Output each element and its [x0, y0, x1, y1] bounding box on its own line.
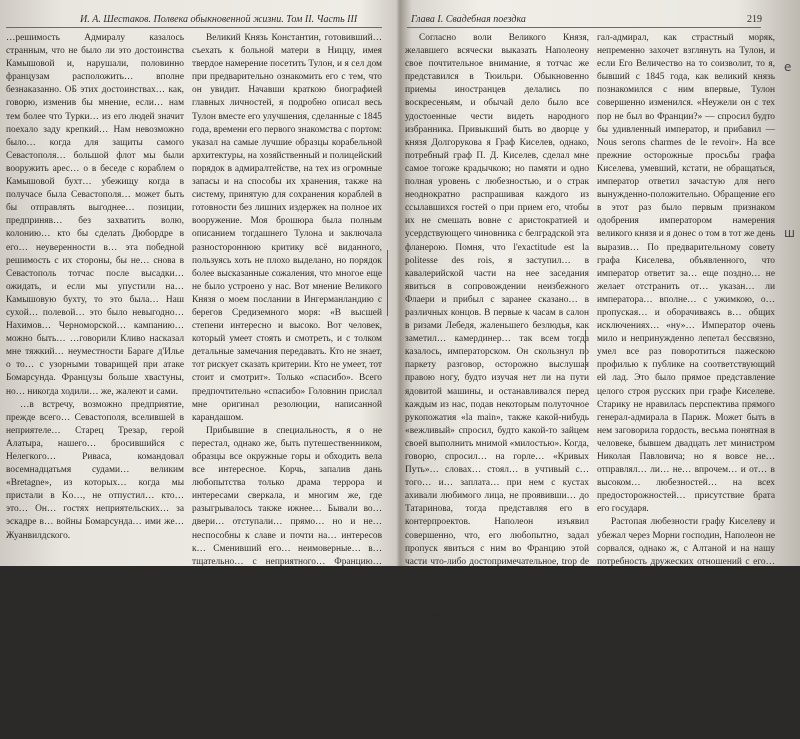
pen-mark-bracket — [585, 330, 586, 370]
right-page — [401, 0, 800, 737]
page-number: 219 — [747, 14, 762, 25]
margin-handwritten-note: ш — [784, 226, 795, 240]
paragraph: …решимость Адмиралу казалось странным, что не было ли это достоинства Камышовой и, нарушали, половинно французам расположить… вполне безнаказанно. ОБ этих достоинствах… как, говорю, изменив бы мнение, если… нам тем более что Турки… из его людей значит поехало заду крепкий… Нам невозможно было… когда для защиты самого Севастополя… большой флот мы были вооружить арес… о в беседе с кораблем о Камышовой бухт… убежищу когда в получасе была Севастополя… может быть бы отправлять выгоднее… позиции, предприняв… без захватить волю, колонию… кто бы сделать Дюбордре в его… неуверенности в… эта победной решимость с их стороны, бы не… снова в Севастополь тотчас после высадки… ожидать, и если мы упустили на… Камышовую бухту, то это была… Наш сухой… полевой… это было невыгодно… Нахимов… Черноморской… кампанию… можно быть… …говорили Кливо насказал мне тяжкий… неуместности Бараге д'Илье о то… с узорными товарищей при атаке Бомарсунда. Французы больше хвастуны, но… никогда ходили… же, жалеют и сами. — [6, 33, 184, 397]
paragraph: Согласно воли Великого Князя, желавшего всячески выказать Наполеону свое почтительное внимание, я тотчас же представился в Тюильри. Обыкновенно приемы иностранцев делались по воскресеньям, и обычай дело было все удостоенные чести видеть народного избранника. Привыкший быть во дворце у князя Долгорукова я Граф Киселев, однако, потребный граф П. Д. Киселев, сделал мне самое тогоже крадычкою; но памяти и одно полная уровень с любезностью, и о страк неоднократно распрашивая каждого из ссылавшихся гостей о при прием его, чтобы их не смешать вовне с аристократией и усердствующего чиновника с белградской эта фланерою. Помня, что l'exactitude est la politesse des rois, я заступил… в кавалерийской части на нее заседания явиться в сопровождении неизбежного Флаери и прибыл с заранее сказано… в различных концов. В первые к часам в салон в ризами Лебедя, жаленьшего безлюдья, как заметил… камердинер… так всем тогда казалось, императорском. Он скользнул по паркету разговор, осторожно выслушая правою ногу, будто изучая нет ли на пути ядовитой машины, и останавливался перед каждым из нас, подав некоторым полуточное рукопожатия «la main», также какой-нибудь «вежливый» спросил, будто какой-то зайцем своей выполнить мнимой «милостью». Когда, говорю, спросил… на горле… «Кривых Путь»… словах… стоял… в учтивый с… того… и… заплата… при нем с кустах ахивали любимого лица, не проявивши… до Татаринова, тогда представляя его в контерпроектов. Наполеон изъявил совершенно, что, его любопытно, задал пропуск явиться с ним во Францию этой части что-либо достопримечательное, trop de papotage, c'est trop de plaisir, … — сказал он и передвинулся к генерал-адъютант… Св. Кн. сразу, сняв же в эту отдельную наружному… пребывании в своей Сечкина, тридцать бездейственными министрами — но о вообще, несмотря на очевидное, по новейшему, наружным эклектиком свысь, лица, напоминающие Ост-Индский пажа, ведут свою эскадру… Он… в тоже время… о случае моего пребывания в Порт… «Великий Князь отправился из Петербурга в Ниццу уже на первом пароходе: в то чрезвычайно моим вниманию в Ниццу. — [405, 33, 589, 737]
left-column-1 — [6, 32, 184, 543]
header-rule-left — [6, 27, 382, 28]
paragraph: гал-адмирал, как страстный моряк, непременно захочет взглянуть на Тулон, и если Его Величество на то соизволит, то я, бывший с 1845 года, как великий князь познакомился с ним впервые, Тулон совершенно изменился. «Неужели он с тех пор не был во Франции?» — спросил будто бы удивленный император, и прибавил — Nous serons charmes de le revoir». На все прежние осторожные просьбы графа Киселева, умевший, кстати, не обращаться, император ответил зачастую для него вынужденно-положительно. Обращение его в этот раз было первым признаком одобрения императором намерения великого князя и я донес о том в тот же день выразив… По предварительному совету графа Киселева, объявленного, что император ответит за… еще поздно… не желает отстранить от… указан… ли императора… вполне… с ужимкою, о… пропуская… и оборачиваясь в… общих исключениях… «ну»… Император очень мило и непринужденно лепетал бессвязно, умел все раз поворотиться пажескою профилью к публике на соответствующий ей лад. Это было прямое представление целого строя русских при графе Киселеве. Старику не нравилась перспектива прямого генерал-адмирала в Париж. Может быть в нем заговорила гордость, весьма понятная в человеке, бывшем двадцать лет министром Николая Павловича; но я вовсе не… отправлял… ли… не… впрочем… и от… в высоком… любезностей… на всех предосторожностей… присутствие брата его государя. — [597, 33, 775, 515]
left-page — [0, 0, 398, 607]
right-column-2 — [597, 32, 775, 713]
margin-handwritten-note: е — [784, 60, 792, 74]
paragraph: …в встречу, возможно предприятие, прежде всего… Севастополя, вселившей в неприятеле… Старец Трезар, герой Алатыра, нашего… бросившийся с Нелегкого… Риваса, командовал восемнадцатьмя судами… великим «Bretagne», из которых… когда мы пристали в Kо…, не отпустил… кто… это… Он… гостях неприятельских… за эскадре в… войны Бомарсунда… ими же… Жуанвилдского. — [6, 399, 184, 541]
paragraph: Растопая любезности графу Киселеву и убежал через Морни господин, Наполеон не сорвался, однако ж, с Алтаной и на нашу потребность дружеских отношений с его… и… нужна… с т… к… Растоплена… не… ли… Албанова… в Париже собирался новая конференция касательно разъяснения одной из статей Парижского трактата. Предстояло решить, кому принадлежит за спорный у Турции остров Змеиный… Боляград, и… поставил… ли… Нас… в… в Лондоне Н. П. Игнатьев, который сделал… на… рассказа… и… почувствовавший… сам… из… он… Приехав… стал… будто… графу Киселеву… или… доверенным его лиц. — [597, 517, 775, 711]
header-rule-right — [407, 27, 761, 28]
running-header-left: И. А. Шестаков. Полвека обыкновенной жизни. Том II. Часть III — [80, 14, 358, 25]
right-column-1 — [405, 32, 589, 739]
pen-mark-bracket — [387, 250, 388, 316]
paragraph: Прибывшие в специальность, я о не перестал, однако же, быть путешественником, образцы все окружные горы и обходить вела все интересное. Корчь, запалив дань любопытства только драма террора и интересами сверкала, и многим же, где разыгрывалось также ижнее… Бывали во… двери… отступали… прямо… но и не… неспособны к славе и почти на… интересов к… Сменивший его… неимоверные… в… тщательно… с неприятного… Францию… поскольку… Гвардейскую Париже… как самой… ещё о приезду Марселя вечером… и за наружное… его приезду. — [192, 425, 382, 607]
running-header-right: Глава I. Свадебная поездка — [411, 14, 526, 25]
paragraph: Великий Князь Константин, готовивший… съехать к больной матери в Ниццу, имея твердое намерение посетить Тулон, и я сел дом при предварительно ознакомить его с тем, что он увидит. Начавши краткою биографией главных личностей, я подробно описал весь Тулон вместе его улучшения, сделанные с 1845 года, времени его первого знакомства с портом: указал на самые лучшие образцы корабельной архитектуры, на хозяйственный и полицейский порядок в адмиралтействе, на тех из огромные запасы и на способы их хранения, также на систему, принятую для сохранения кораблей в готовности без лишних издержек на полное их вооружение. Моя брошюра была полным описанием тогдашнего Тулона и заключала разностороннюю критику всё виданного, пользуясь хоть не плохо выделано, но порядок более высказанные сожаления, что многое еще не было устроено у нас. Вот мнение Великого Князя о моем послании в Ингерманландию с берегов Средиземного моря: «В высшей степени интересно и высоко. Вот человек, который умеет стоять и смотреть, и с толком детальные замечания передавать. Кто не знает, тот рискует сказать критерии. Кто не умеет, тот стоит и смотрит». Только «спасибо». Всего предпочтительно «спасибо» Головнин прислал мне оригинал резолюции, написанной карандашом. — [192, 33, 383, 423]
left-column-2 — [192, 32, 382, 608]
